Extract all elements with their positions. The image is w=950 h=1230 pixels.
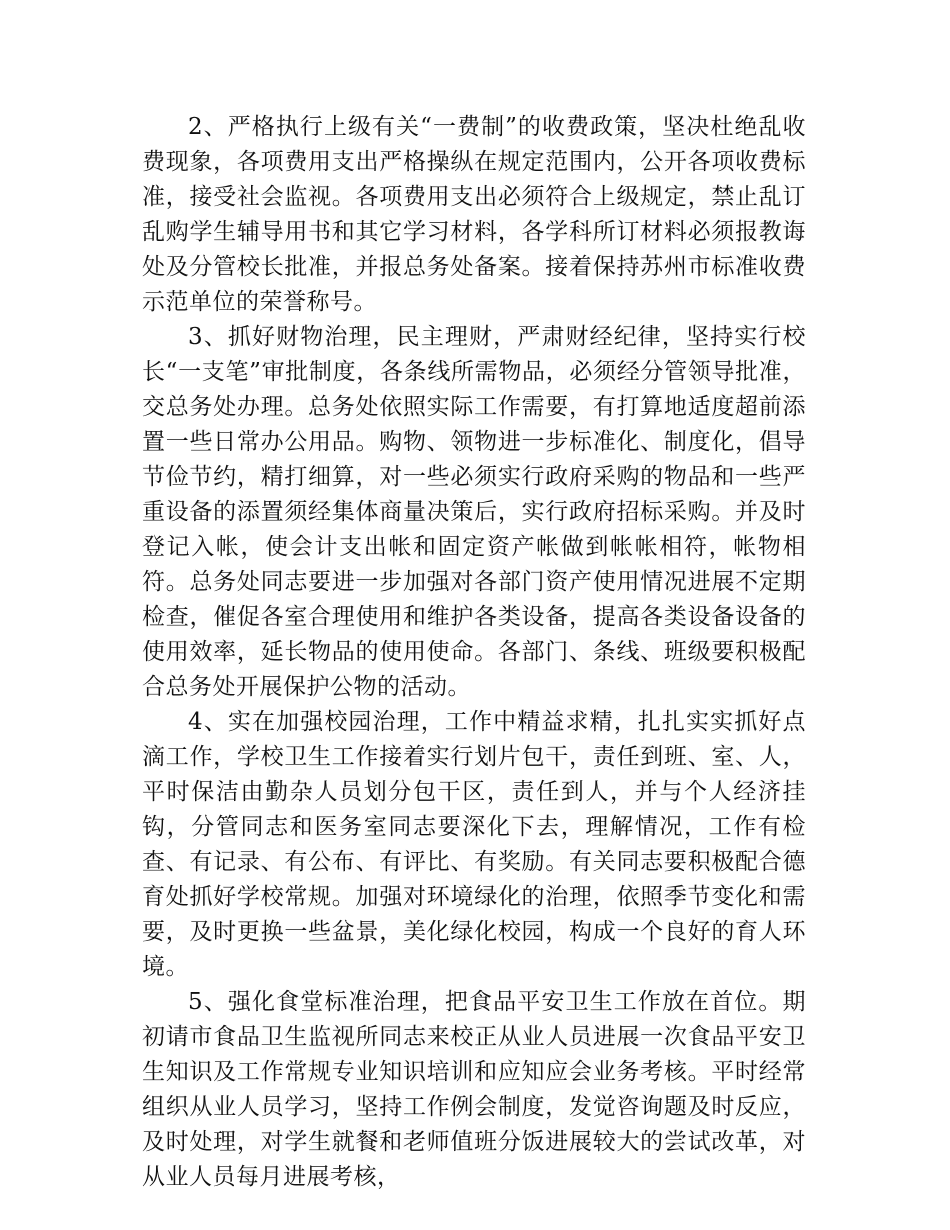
paragraph-item-2: 2、严格执行上级有关“一费制”的收费政策，坚决杜绝乱收费现象，各项费用支出严格操纵在规定范围内，公开各项收费标准，接受社会监视。各项费用支出必须符合上级规定，禁止乱订乱购学生辅导用书和其它学习材料，各学科所订材料必须报教诲处及分管校长批准，并报总务处备案。接着保持苏州市标准收费示范单位的荣誉称号。 [142, 114, 806, 315]
paragraph-item-4: 4、实在加强校园治理，工作中精益求精，扎扎实实抓好点滴工作，学校卫生工作接着实行划片包干，责任到班、室、人，平时保洁由勤杂人员划分包干区，责任到人，并与个人经济挂钩，分管同志和医务室同志要深化下去，理解情况，工作有检查、有记录、有公布、有评比、有奖励。有关同志要积极配合德育处抓好学校常规。加强对环境绿化的治理，依照季节变化和需要，及时更换一些盆景，美化绿化校园，构成一个良好的育人环境。 [142, 709, 806, 980]
paragraph-item-3: 3、抓好财物治理，民主理财，严肃财经纪律，坚持实行校长“一支笔”审批制度，各条线所需物品，必须经分管领导批准，交总务处办理。总务处依照实际工作需要，有打算地适度超前添置一些日常办公用品。购物、领物进一步标准化、制度化，倡导节俭节约，精打细算，对一些必须实行政府采购的物品和一些严重设备的添置须经集体商量决策后，实行政府招标采购。并及时登记入帐，使会计支出帐和固定资产帐做到帐帐相符，帐物相符。总务处同志要进一步加强对各部门资产使用情况进展不定期检查，催促各室合理使用和维护各类设备，提高各类设备设备的使用效率，延长物品的使用使命。各部门、条线、班级要积极配合总务处开展保护公物的活动。 [142, 324, 806, 700]
paragraph-item-5: 5、强化食堂标准治理，把食品平安卫生工作放在首位。期初请市食品卫生监视所同志来校正从业人员进展一次食品平安卫生知识及工作常规专业知识培训和应知应会业务考核。平时经常组织从业人员学习，坚持工作例会制度，发觉咨询题及时反应，及时处理，对学生就餐和老师值班分饭进展较大的尝试改革，对从业人员每月进展考核， [142, 989, 806, 1190]
document-body [142, 110, 806, 1195]
